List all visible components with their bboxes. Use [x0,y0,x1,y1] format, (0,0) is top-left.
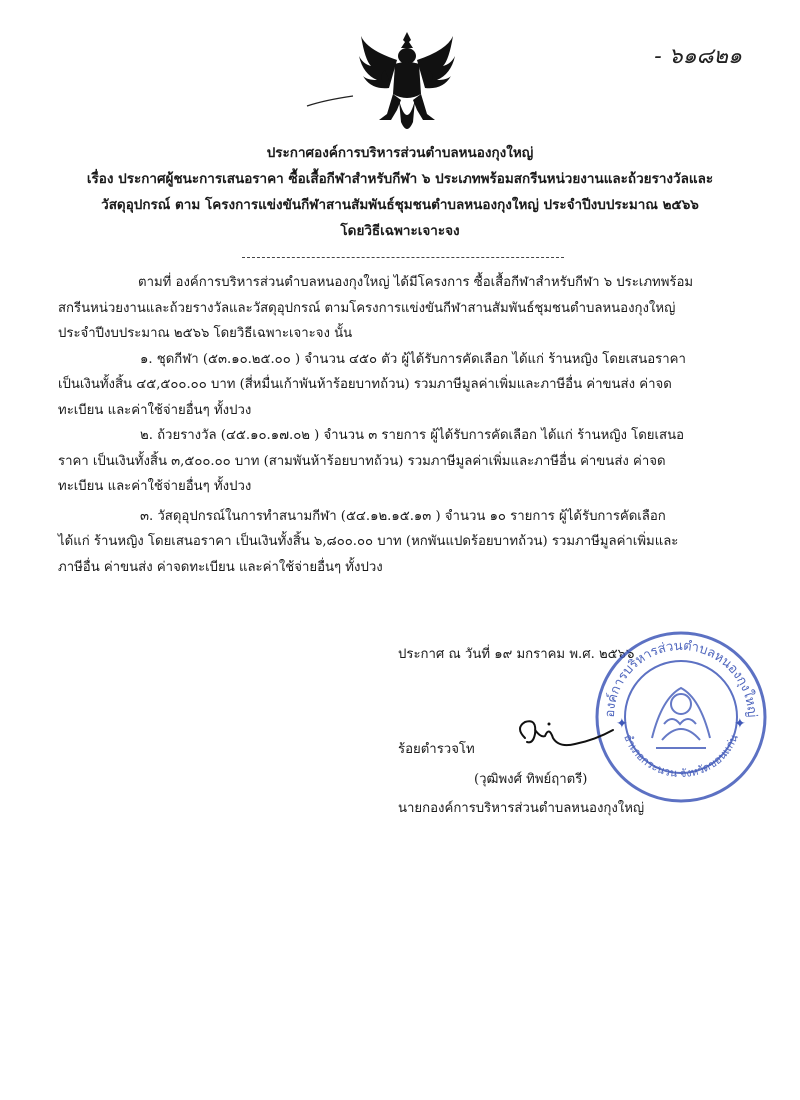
item-3-line: ได้แก่ ร้านหญิง โดยเสนอราคา เป็นเงินทั้งสิ้น ๖,๘๐๐.๐๐ บาท (หกพันแปดร้อยบาทถ้วน) รวมภาษีมูลค่าเพิ่มและ [58,534,679,549]
intro-line: สกรีนหน่วยงานและถ้วยรางวัลและวัสดุอุปกรณ์ ตามโครงการแข่งขันกีฬาสานสัมพันธ์ชุมชนตำบลหนองกุงใหญ่ [58,300,676,316]
item-1-line: ทะเบียน และค่าใช้จ่ายอื่นๆ ทั้งปวง [58,402,252,418]
document-body [58,270,748,580]
signer-position: นายกองค์การบริหารส่วนตำบลหนองกุงใหญ่ [398,801,645,816]
handwritten-note: - ๖๑๘๒๑ [654,44,742,69]
signer-name: (วุฒิพงศ์ ทิพย์ฤาตรี) [474,772,588,787]
document-header [60,140,740,244]
intro-line: ตามที่ องค์การบริหารส่วนตำบลหนองกุงใหญ่ ได้มีโครงการ ซื้อเสื้อกีฬาสำหรับกีฬา ๖ ประเภทพร้อม [138,275,694,290]
header-method: โดยวิธีเฉพาะเจาะจง [340,223,460,239]
item-2-line: ๒. ถ้วยรางวัล (๔๕.๑๐.๑๗.๐๒ ) จำนวน ๓ รายการ ผู้ได้รับการคัดเลือก ได้แก่ ร้านหญิง โดยเสนอ [140,428,685,443]
item-1-line: เป็นเงินทั้งสิ้น ๔๕,๕๐๐.๐๐ บาท (สี่หมื่นเก้าพันห้าร้อยบาทถ้วน) รวมภาษีมูลค่าเพิ่มและภาษีอื่น ค่าขนส่ง ค่าจด [58,377,672,392]
header-divider [242,257,564,258]
garuda-emblem-icon [357,30,457,138]
item-3-line: ๓. วัสดุอุปกรณ์ในการทำสนามกีฬา (๕๔.๑๒.๑๕.๑๓ ) จำนวน ๑๐ รายการ ผู้ได้รับการคัดเลือก [140,508,666,524]
header-subject-cont: วัสดุอุปกรณ์ ตาม โครงการแข่งขันกีฬาสานสัมพันธ์ชุมชนตำบลหนองกุงใหญ่ ประจำปีงบประมาณ ๒๕๖๖ [101,197,699,213]
item-2-line: ราคา เป็นเงินทั้งสิ้น ๓,๕๐๐.๐๐ บาท (สามพันห้าร้อยบาทถ้วน) รวมภาษีมูลค่าเพิ่มและภาษีอื่น ค่าขนส่ง ค่าจด [58,453,666,469]
intro-line: ประจำปีงบประมาณ ๒๕๖๖ โดยวิธีเฉพาะเจาะจง นั้น [58,326,353,341]
svg-text:✦: ✦ [734,716,746,732]
item-1-line: ๑. ชุดกีฬา (๕๓.๑๐.๒๕.๐๐ ) จำนวน ๔๕๐ ตัว ผู้ได้รับการคัดเลือก ได้แก่ ร้านหญิง โดยเสนอราคา [140,351,686,367]
handwritten-signature-icon [505,708,615,768]
announcement-date: ประกาศ ณ วันที่ ๑๙ มกราคม พ.ศ. ๒๕๖๖ [398,647,635,662]
official-seal-icon [592,628,770,806]
svg-text:✦: ✦ [616,716,628,732]
svg-text:อำเภอกระนวน จังหวัดขอนแก่น: อำเภอกระนวน จังหวัดขอนแก่น [621,732,741,781]
item-2-line: ทะเบียน และค่าใช้จ่ายอื่นๆ ทั้งปวง [58,479,252,494]
header-subject: เรื่อง ประกาศผู้ชนะการเสนอราคา ซื้อเสื้อกีฬาสำหรับกีฬา ๖ ประเภทพร้อมสกรีนหน่วยงานและถ้วยรางวัลและ [86,171,714,187]
item-3-line: ภาษีอื่น ค่าขนส่ง ค่าจดทะเบียน และค่าใช้จ่ายอื่นๆ ทั้งปวง [58,559,383,575]
signer-rank: ร้อยตำรวจโท [398,742,475,757]
pen-mark-icon [305,92,355,112]
header-title: ประกาศองค์การบริหารส่วนตำบลหนองกุงใหญ่ [266,145,534,161]
svg-text:องค์การบริหารส่วนตำบลหนองกุงให: องค์การบริหารส่วนตำบลหนองกุงใหญ่ [602,638,760,718]
